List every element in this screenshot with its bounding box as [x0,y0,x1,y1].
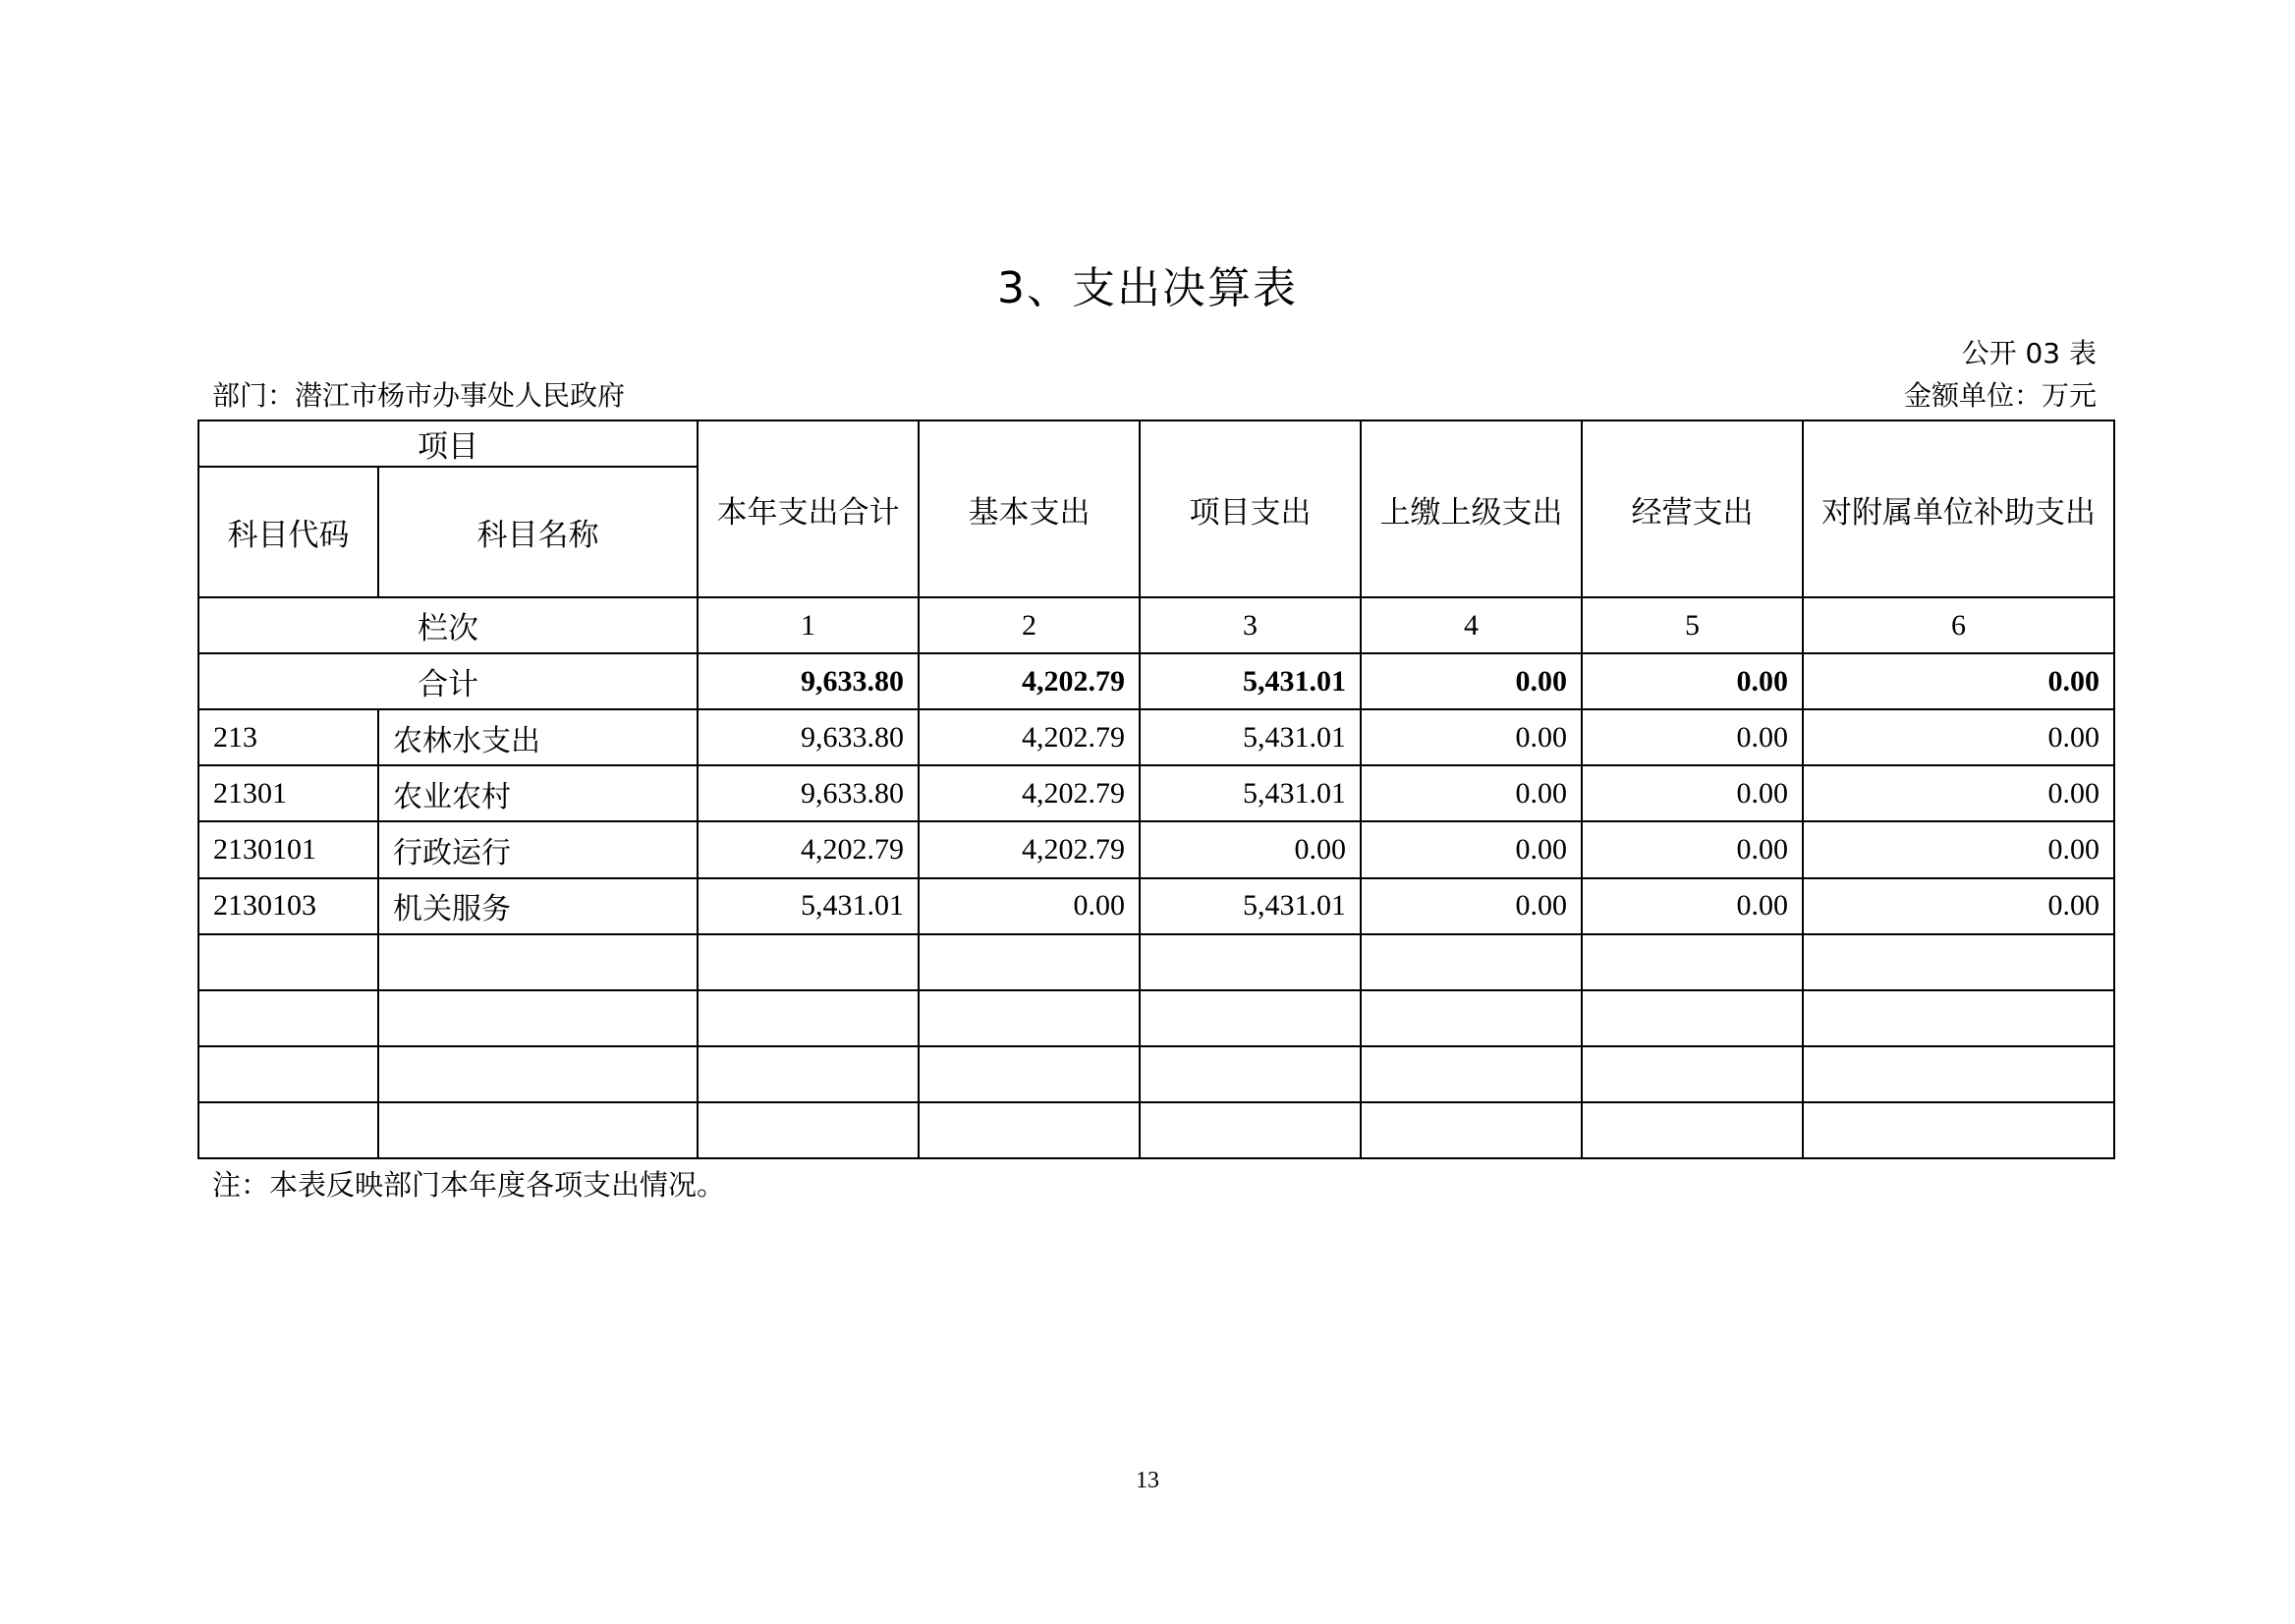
header-col-1: 本年支出合计 [698,420,919,597]
page-title: 3、支出决算表 [997,263,1298,313]
empty-cell [1140,990,1361,1046]
row-name: 行政运行 [378,821,698,877]
empty-cell [1582,990,1803,1046]
row-value: 0.00 [1582,821,1803,877]
empty-cell [1803,934,2114,990]
empty-cell [378,990,698,1046]
empty-cell [1803,1046,2114,1102]
row-value: 0.00 [1361,821,1582,877]
row-value: 4,202.79 [698,821,919,877]
total-value: 0.00 [1361,653,1582,709]
header-row-1 [198,420,2114,467]
empty-cell [378,934,698,990]
empty-cell [1582,1102,1803,1158]
form-code: 公开 03 表 [1961,337,2097,369]
row-value: 0.00 [1582,765,1803,821]
header-item: 项目 [198,420,698,467]
table-row [198,765,2114,821]
header-col-5: 经营支出 [1582,420,1803,597]
empty-cell [698,1046,919,1102]
row-value: 0.00 [1361,878,1582,934]
row-value: 0.00 [1361,709,1582,765]
row-code: 2130103 [198,878,378,934]
row-name: 农林水支出 [378,709,698,765]
column-number: 3 [1140,597,1361,653]
empty-cell [1140,1046,1361,1102]
unit-label: 金额单位：万元 [1903,379,2097,412]
row-value: 0.00 [1361,765,1582,821]
empty-cell [198,934,378,990]
page-number: 13 [1136,1468,1159,1493]
row-value: 4,202.79 [919,709,1140,765]
empty-row [198,990,2114,1046]
empty-cell [1361,934,1582,990]
row-value: 0.00 [919,878,1140,934]
empty-cell [919,934,1140,990]
empty-cell [198,1046,378,1102]
empty-cell [1582,1046,1803,1102]
total-label: 合计 [198,653,698,709]
empty-cell [919,1102,1140,1158]
row-value: 0.00 [1803,821,2114,877]
column-number: 6 [1803,597,2114,653]
department-label: 部门：潜江市杨市办事处人民政府 [212,379,626,412]
column-number: 5 [1582,597,1803,653]
header-code: 科目代码 [198,467,378,597]
row-value: 0.00 [1803,878,2114,934]
row-code: 213 [198,709,378,765]
empty-cell [378,1102,698,1158]
empty-cell [698,934,919,990]
table-row [198,709,2114,765]
empty-cell [698,990,919,1046]
empty-cell [198,990,378,1046]
empty-cell [1803,1102,2114,1158]
empty-cell [1361,1102,1582,1158]
row-value: 9,633.80 [698,765,919,821]
column-number: 1 [698,597,919,653]
row-value: 4,202.79 [919,765,1140,821]
header-name: 科目名称 [378,467,698,597]
header-col-2: 基本支出 [919,420,1140,597]
row-name: 农业农村 [378,765,698,821]
empty-cell [378,1046,698,1102]
table-row [198,878,2114,934]
empty-row [198,934,2114,990]
column-number: 2 [919,597,1140,653]
column-number-row [198,597,2114,653]
row-value: 5,431.01 [1140,765,1361,821]
empty-cell [698,1102,919,1158]
total-value: 4,202.79 [919,653,1140,709]
row-value: 5,431.01 [1140,709,1361,765]
empty-cell [198,1102,378,1158]
total-value: 5,431.01 [1140,653,1361,709]
row-value: 5,431.01 [1140,878,1361,934]
empty-cell [1140,934,1361,990]
total-value: 9,633.80 [698,653,919,709]
header-col-3: 项目支出 [1140,420,1361,597]
expenditure-table [197,420,2115,1159]
row-value: 0.00 [1582,709,1803,765]
row-value: 9,633.80 [698,709,919,765]
empty-cell [1582,934,1803,990]
row-code: 21301 [198,765,378,821]
empty-cell [919,1046,1140,1102]
column-number-label: 栏次 [198,597,698,653]
row-value: 0.00 [1140,821,1361,877]
empty-cell [1361,990,1582,1046]
total-value: 0.00 [1803,653,2114,709]
total-row [198,653,2114,709]
row-value: 4,202.79 [919,821,1140,877]
table-row [198,821,2114,877]
empty-cell [1803,990,2114,1046]
header-col-6: 对附属单位补助支出 [1803,420,2114,597]
total-value: 0.00 [1582,653,1803,709]
empty-cell [919,990,1140,1046]
column-number: 4 [1361,597,1582,653]
table-note: 注：本表反映部门本年度各项支出情况。 [212,1168,726,1202]
row-value: 0.00 [1582,878,1803,934]
empty-row [198,1102,2114,1158]
empty-cell [1140,1102,1361,1158]
empty-cell [1361,1046,1582,1102]
empty-row [198,1046,2114,1102]
row-value: 5,431.01 [698,878,919,934]
row-code: 2130101 [198,821,378,877]
header-col-4: 上缴上级支出 [1361,420,1582,597]
row-name: 机关服务 [378,878,698,934]
row-value: 0.00 [1803,765,2114,821]
row-value: 0.00 [1803,709,2114,765]
